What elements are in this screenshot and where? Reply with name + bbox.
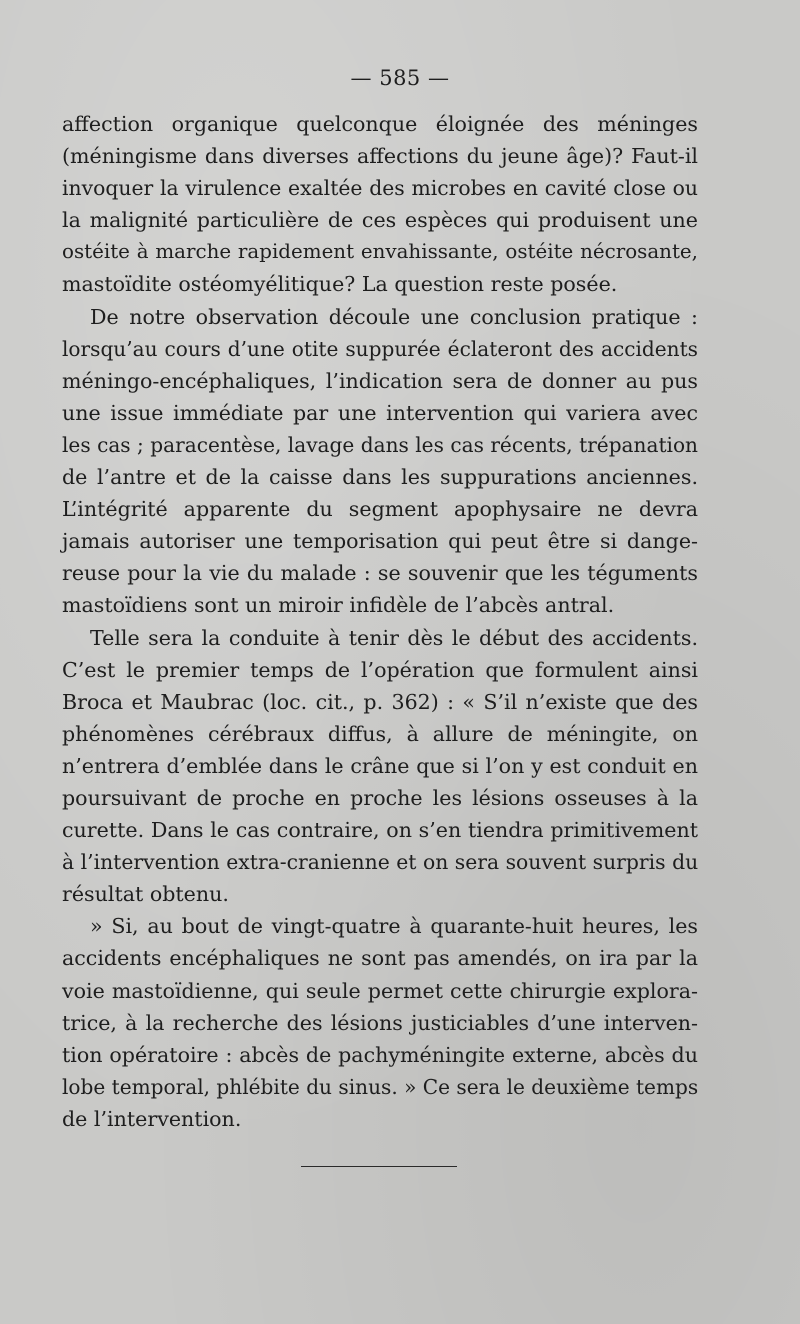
text-line: mastoïdite ostéomyélitique? La question reste posée. [62, 272, 618, 297]
text-line: De notre observation découle une conclusion pratique : [90, 304, 698, 329]
text-line: (méningisme dans diverses affections du jeune âge)? Faut-il [62, 144, 698, 169]
text-line: ostéite à marche rapidement envahissante, ostéite nécrosante, [62, 240, 698, 264]
text-line: » Si, au bout de vingt-quatre à quarante-huit heures, les [90, 914, 698, 939]
text-line: trice, à la recherche des lésions justiciables d’une interven- [62, 1010, 698, 1035]
text-line: tion opératoire : abcès de pachyméningite externe, abcès du [62, 1042, 698, 1067]
text-line: Telle sera la conduite à tenir dès le début des accidents. [90, 625, 698, 650]
text-line: C’est le premier temps de l’opération que formulent ainsi [62, 657, 698, 682]
text-line: affection organique quelconque éloignée des méninges [62, 112, 698, 136]
text-line: une issue immédiate par une intervention qui variera avec [62, 400, 698, 425]
text-line: Broca et Maubrac (loc. cit., p. 362) : « S’il n’existe que des [62, 689, 698, 714]
text-line: lobe temporal, phlébite du sinus. » Ce sera le deuxième temps [62, 1074, 699, 1099]
text-line: curette. Dans le cas contraire, on s’en tiendra primitivement [62, 818, 698, 843]
text-line: les cas ; paracentèse, lavage dans les cas récents, trépanation [62, 432, 698, 457]
text-line: à l’intervention extra-cranienne et on sera souvent surpris du [62, 850, 699, 875]
text-line: la malignité particulière de ces espèces qui produisent une [62, 208, 698, 233]
text-line: phénomènes cérébraux diffus, à allure de méningite, on [62, 721, 698, 746]
text-line: L’intégrité apparente du segment apophysaire ne devra [62, 497, 698, 522]
text-line: voie mastoïdienne, qui seule permet cette chirurgie explora- [62, 978, 698, 1003]
text-line: poursuivant de proche en proche les lésions osseuses à la [62, 785, 698, 810]
text-line: mastoïdiens sont un miroir infidèle de l’abcès antral. [62, 593, 615, 618]
text-line: de l’intervention. [62, 1106, 242, 1131]
text-line: résultat obtenu. [62, 882, 229, 907]
text-line: de l’antre et de la caisse dans les suppurations anciennes. [62, 465, 698, 490]
text-line: lorsqu’au cours d’une otite suppurée éclateront des accidents [62, 336, 698, 361]
text-line: n’entrera d’emblée dans le crâne que si l’on y est conduit en [62, 753, 698, 778]
text-line: invoquer la virulence exaltée des microbes en cavité close ou [62, 176, 698, 201]
text-line: accidents encéphaliques ne sont pas amendés, on ira par la [62, 946, 698, 971]
body-text [62, 108, 698, 1135]
text-line: jamais autoriser une temporisation qui peut être si dange- [62, 529, 698, 554]
text-line: reuse pour la vie du malade : se souvenir que les téguments [62, 561, 698, 586]
section-divider-rule [301, 1166, 457, 1167]
page-number: — 585 — [350, 66, 450, 90]
text-line: méningo-encéphaliques, l’indication sera de donner au pus [62, 368, 698, 393]
